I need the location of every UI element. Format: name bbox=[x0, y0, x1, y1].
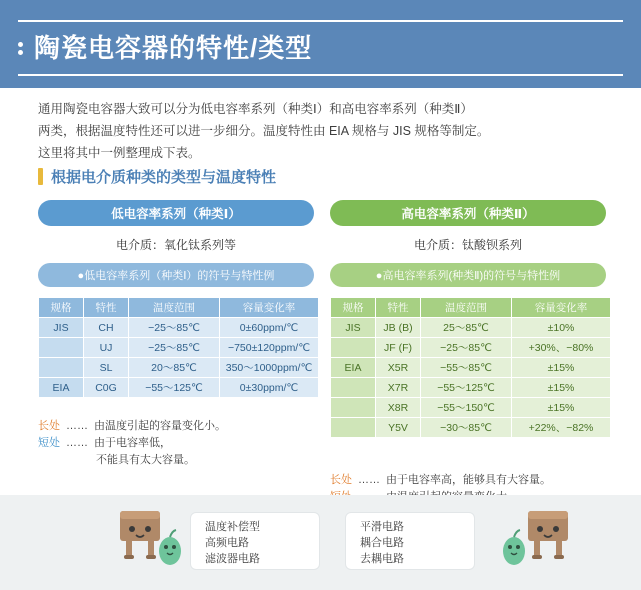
left-mascot-illustration bbox=[112, 505, 186, 578]
right-col-header-3: 容量变化率 bbox=[512, 298, 611, 318]
left-cell-code-0: CH bbox=[84, 318, 129, 338]
page-title: 陶瓷电容器的特性/类型 bbox=[34, 33, 313, 63]
right-pros-dots: …… bbox=[358, 474, 380, 486]
table-row bbox=[39, 318, 319, 338]
right-cell-range-1: −25～85℃ bbox=[421, 338, 512, 358]
left-cons-row bbox=[38, 435, 318, 452]
table-row bbox=[39, 338, 319, 358]
right-col-header-1: 特性 bbox=[376, 298, 421, 318]
right-column bbox=[330, 200, 606, 438]
left-pros-text: 由温度引起的容量变化小。 bbox=[94, 420, 226, 432]
right-cell-rate-1: +30%、−80% bbox=[512, 338, 611, 358]
right-dielectric-text: 电介质：钛酸钡系列 bbox=[413, 238, 522, 252]
right-cell-code-0: JB (B) bbox=[376, 318, 421, 338]
right-cell-code-4: X8R bbox=[376, 398, 421, 418]
right-cell-rate-3: ±15% bbox=[512, 378, 611, 398]
right-cell-std-4 bbox=[331, 398, 376, 418]
right-cell-std-3 bbox=[331, 378, 376, 398]
left-col-header-2: 温度范围 bbox=[129, 298, 220, 318]
right-cell-range-4: −55～150℃ bbox=[421, 398, 512, 418]
right-cell-rate-5: +22%、−82% bbox=[512, 418, 611, 438]
left-cell-code-3: C0G bbox=[84, 378, 129, 398]
left-cell-std-1 bbox=[39, 338, 84, 358]
left-cell-rate-2: 350～1000ppm/℃ bbox=[220, 358, 319, 378]
left-pros-row bbox=[38, 418, 318, 435]
table-row bbox=[39, 358, 319, 378]
table-header-row bbox=[331, 298, 611, 318]
right-cell-code-2: X5R bbox=[376, 358, 421, 378]
left-cell-std-2 bbox=[39, 358, 84, 378]
right-col-header-0: 规格 bbox=[331, 298, 376, 318]
intro-line-2: 两类，根据温度特性还可以进一步细分。温度特性由 EIA 规格与 JIS 规格等制定。 bbox=[38, 124, 490, 138]
section-heading-label: 根据电介质种类的类型与温度特性 bbox=[51, 169, 277, 186]
left-cell-rate-3: 0±30ppm/℃ bbox=[220, 378, 319, 398]
left-cell-std-3: EIA bbox=[39, 378, 84, 398]
left-pros-cons bbox=[38, 418, 318, 469]
right-cell-code-3: X7R bbox=[376, 378, 421, 398]
right-cell-rate-2: ±15% bbox=[512, 358, 611, 378]
right-cell-range-5: −30～85℃ bbox=[421, 418, 512, 438]
left-cell-rate-0: 0±60ppm/℃ bbox=[220, 318, 319, 338]
right-app-item-2: 去耦电路 bbox=[360, 553, 404, 565]
left-cell-code-1: UJ bbox=[84, 338, 129, 358]
table-row bbox=[39, 378, 319, 398]
left-cons-text-2: 不能具有太大容量。 bbox=[96, 454, 195, 466]
right-cell-std-5 bbox=[331, 418, 376, 438]
table-row bbox=[331, 318, 611, 338]
left-table bbox=[38, 297, 319, 398]
right-pros-row bbox=[330, 472, 630, 489]
right-cell-rate-4: ±15% bbox=[512, 398, 611, 418]
left-app-item-2: 滤波器电路 bbox=[205, 553, 260, 565]
two-dots-icon bbox=[18, 39, 28, 58]
table-row bbox=[331, 358, 611, 378]
left-app-item-1: 高频电路 bbox=[205, 537, 249, 549]
right-application-panel bbox=[345, 512, 475, 570]
table-row bbox=[331, 418, 611, 438]
left-series-pill: 低电容率系列（种类Ⅰ） bbox=[38, 200, 314, 226]
right-pros-label: 长处 bbox=[330, 474, 352, 486]
left-cons-dots: …… bbox=[66, 437, 88, 449]
section-heading bbox=[38, 166, 276, 187]
left-col-header-1: 特性 bbox=[84, 298, 129, 318]
table-row bbox=[331, 378, 611, 398]
right-table bbox=[330, 297, 611, 438]
right-cell-rate-0: ±10% bbox=[512, 318, 611, 338]
right-app-item-0: 平滑电路 bbox=[360, 521, 404, 533]
left-col-header-3: 容量变化率 bbox=[220, 298, 319, 318]
left-pros-dots: …… bbox=[66, 420, 88, 432]
left-cell-rate-1: −750±120ppm/℃ bbox=[220, 338, 319, 358]
left-cell-range-3: −55～125℃ bbox=[129, 378, 220, 398]
right-mascot-illustration bbox=[492, 505, 576, 578]
intro-line-1: 通用陶瓷电容器大致可以分为低电容率系列（种类Ⅰ）和高电容率系列（种类Ⅱ） bbox=[38, 102, 473, 116]
right-cell-std-1 bbox=[331, 338, 376, 358]
right-cell-range-0: 25～85℃ bbox=[421, 318, 512, 338]
left-dielectric-text: 电介质：氧化钛系列等 bbox=[115, 238, 236, 252]
page-header bbox=[0, 0, 641, 88]
left-application-panel bbox=[190, 512, 320, 570]
table-header-row bbox=[39, 298, 319, 318]
left-app-item-0: 温度补偿型 bbox=[205, 521, 260, 533]
right-col-header-2: 温度范围 bbox=[421, 298, 512, 318]
left-cell-range-1: −25～85℃ bbox=[129, 338, 220, 358]
right-cell-std-0: JIS bbox=[331, 318, 376, 338]
left-cons-text: 由于电容率低， bbox=[94, 437, 171, 449]
left-cons-label: 短处 bbox=[38, 437, 60, 449]
left-column bbox=[38, 200, 314, 398]
right-cell-code-1: JF (F) bbox=[376, 338, 421, 358]
intro-paragraph bbox=[38, 98, 608, 164]
table-row bbox=[331, 338, 611, 358]
table-row bbox=[331, 398, 611, 418]
intro-line-3: 这里将其中一例整理成下表。 bbox=[38, 146, 201, 160]
left-cell-range-2: 20～85℃ bbox=[129, 358, 220, 378]
left-pros-label: 长处 bbox=[38, 420, 60, 432]
right-subheading: ●高电容率系列(种类Ⅱ)的符号与特性例 bbox=[330, 263, 606, 287]
left-subheading: ●低电容率系列（种类Ⅰ）的符号与特性例 bbox=[38, 263, 314, 287]
left-cell-range-0: −25～85℃ bbox=[129, 318, 220, 338]
section-bar-icon bbox=[38, 168, 43, 185]
right-series-pill: 高电容率系列（种类Ⅱ） bbox=[330, 200, 606, 226]
right-cell-code-5: Y5V bbox=[376, 418, 421, 438]
right-cell-std-2: EIA bbox=[331, 358, 376, 378]
header-inner bbox=[18, 20, 623, 76]
left-cell-std-0: JIS bbox=[39, 318, 84, 338]
right-cell-range-2: −55～85℃ bbox=[421, 358, 512, 378]
right-cell-range-3: −55～125℃ bbox=[421, 378, 512, 398]
left-cell-code-2: SL bbox=[84, 358, 129, 378]
right-pros-text: 由于电容率高，能够具有大容量。 bbox=[386, 474, 551, 486]
right-app-item-1: 耦合电路 bbox=[360, 537, 404, 549]
left-col-header-0: 规格 bbox=[39, 298, 84, 318]
